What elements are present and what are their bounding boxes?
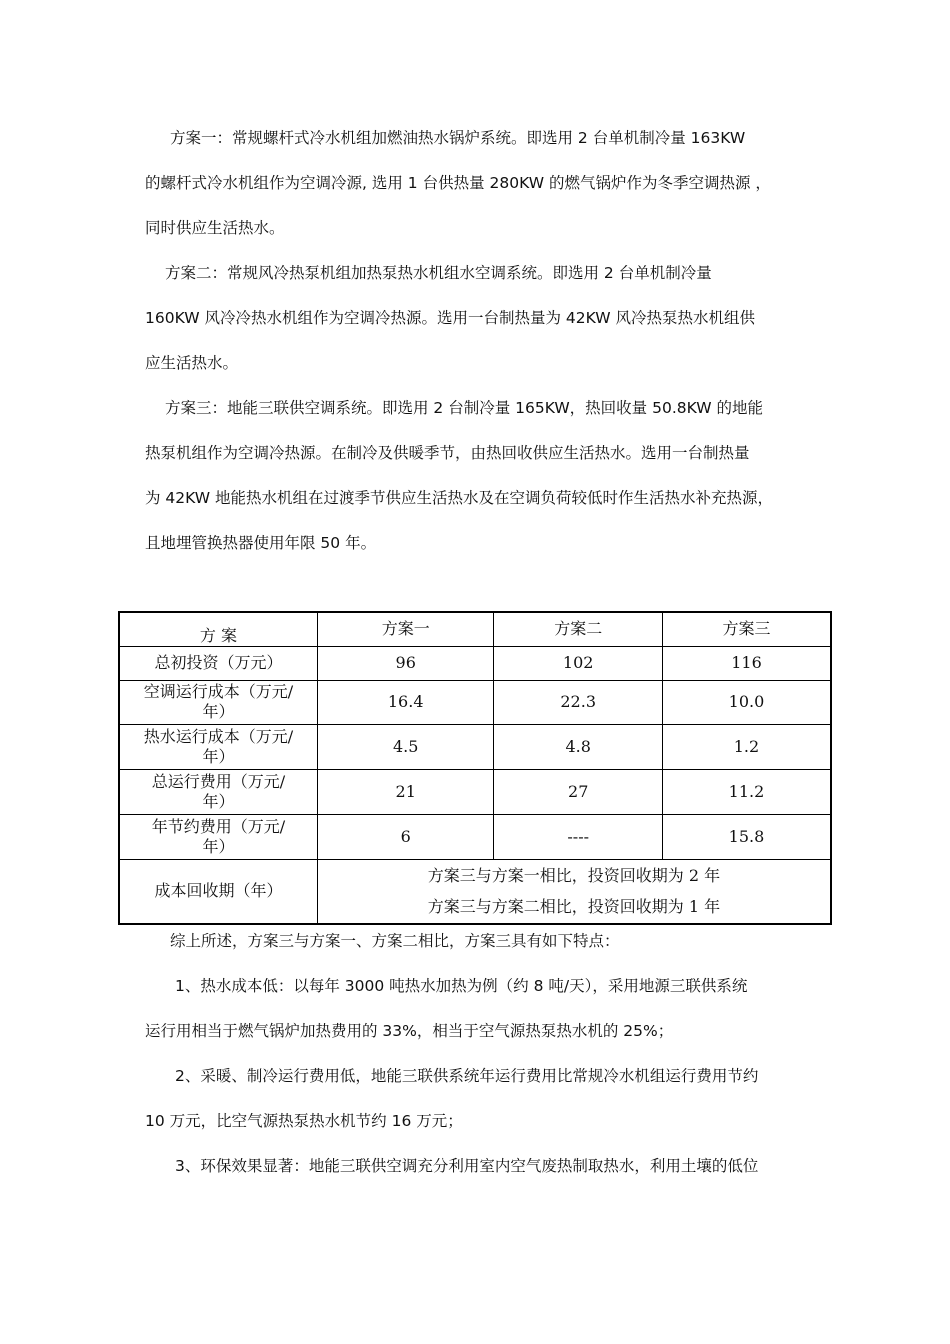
table-cell: 11.2 bbox=[662, 769, 831, 814]
payback-line-1: 方案三与方案一相比，投资回收期为 2 年 bbox=[427, 866, 721, 886]
summary-item2-line2: 10 万元，比空气源热泵热水机节约 16 万元； bbox=[145, 1112, 463, 1130]
table-cell: 22.3 bbox=[494, 680, 663, 724]
row-label: 总初投资（万元） bbox=[119, 646, 317, 680]
p2-line2: 160KW 风冷冷热水机组作为空调冷热源。选用一台制热量为 42KW 风冷热泵热水机组供 bbox=[145, 309, 755, 327]
summary-item1-line1: 1、热水成本低：以每年 3000 吨热水加热为例（约 8 吨/天），采用地源三联供系统 bbox=[175, 977, 748, 995]
table-cell: 10.0 bbox=[662, 680, 831, 724]
table-row bbox=[119, 769, 831, 814]
table-cell: 1.2 bbox=[662, 724, 831, 769]
summary-item3-line1: 3、环保效果显著：地能三联供空调充分利用室内空气废热制取热水，利用土壤的低位 bbox=[175, 1157, 759, 1175]
payback-line-2: 方案三与方案二相比，投资回收期为 1 年 bbox=[427, 897, 721, 917]
row-label-line: 年） bbox=[202, 791, 235, 811]
row-label-line: 年） bbox=[202, 836, 235, 856]
p1-line3: 同时供应生活热水。 bbox=[145, 219, 285, 237]
p3-line4: 且地埋管换热器使用年限 50 年。 bbox=[145, 534, 377, 552]
table-cell: 21 bbox=[317, 769, 493, 814]
row-label-line: 年） bbox=[202, 746, 235, 766]
p3-line3: 为 42KW 地能热水机组在过渡季节供应生活热水及在空调负荷较低时作生活热水补充热源， bbox=[145, 489, 774, 507]
header-cell: 方案二 bbox=[494, 612, 663, 646]
table-cell: 102 bbox=[494, 646, 663, 680]
p3-line1: 方案三：地能三联供空调系统。即选用 2 台制冷量 165KW，热回收量 50.8KW 的地能 bbox=[165, 399, 763, 417]
header-cell: 方案一 bbox=[317, 612, 493, 646]
summary-intro: 综上所述，方案三与方案一、方案二相比，方案三具有如下特点： bbox=[170, 932, 620, 950]
row-label-line: 总运行费用（万元/ bbox=[151, 771, 286, 791]
table-cell: 6 bbox=[317, 814, 493, 859]
table-row bbox=[119, 814, 831, 859]
row-label bbox=[119, 724, 317, 769]
row-label bbox=[119, 769, 317, 814]
table-cell: 4.8 bbox=[494, 724, 663, 769]
table-cell: 15.8 bbox=[662, 814, 831, 859]
table-cell: 4.5 bbox=[317, 724, 493, 769]
table-cell: 116 bbox=[662, 646, 831, 680]
table-cell: 27 bbox=[494, 769, 663, 814]
table-row bbox=[119, 724, 831, 769]
p1-line1: 方案一：常规螺杆式冷水机组加燃油热水锅炉系统。即选用 2 台单机制冷量 163KW bbox=[170, 129, 746, 147]
row-label-line: 年） bbox=[202, 702, 235, 721]
summary-item2-line1: 2、采暖、制冷运行费用低，地能三联供系统年运行费用比常规冷水机组运行费用节约 bbox=[175, 1067, 759, 1085]
row-label-line: 热水运行成本（万元/ bbox=[143, 726, 294, 746]
summary-item1-line2: 运行用相当于燃气锅炉加热费用的 33%，相当于空气源热泵热水机的 25%； bbox=[145, 1022, 674, 1040]
p2-line1: 方案二：常规风冷热泵机组加热泵热水机组水空调系统。即选用 2 台单机制冷量 bbox=[165, 264, 712, 282]
table-row bbox=[119, 680, 831, 724]
comparison-table bbox=[118, 611, 832, 925]
row-label-line: 年节约费用（万元/ bbox=[151, 816, 286, 836]
row-label-line: 空调运行成本（万元/ bbox=[143, 682, 294, 701]
p2-line3: 应生活热水。 bbox=[145, 354, 239, 372]
payback-label: 成本回收期（年） bbox=[119, 859, 317, 924]
table-header-row bbox=[119, 612, 831, 646]
payback-cell bbox=[317, 859, 831, 924]
header-cell: 方 案 bbox=[119, 612, 317, 646]
table-row bbox=[119, 646, 831, 680]
payback-row bbox=[119, 859, 831, 924]
table-cell: 96 bbox=[317, 646, 493, 680]
table-cell: ---- bbox=[494, 814, 663, 859]
p1-line2: 的螺杆式冷水机组作为空调冷源, 选用 1 台供热量 280KW 的燃气锅炉作为冬季空调热源 ， bbox=[145, 174, 771, 192]
row-label bbox=[119, 814, 317, 859]
p3-line2: 热泵机组作为空调冷热源。在制冷及供暖季节，由热回收供应生活热水。选用一台制热量 bbox=[145, 444, 750, 462]
table-cell: 16.4 bbox=[317, 680, 493, 724]
row-label bbox=[119, 680, 317, 724]
header-cell: 方案三 bbox=[662, 612, 831, 646]
